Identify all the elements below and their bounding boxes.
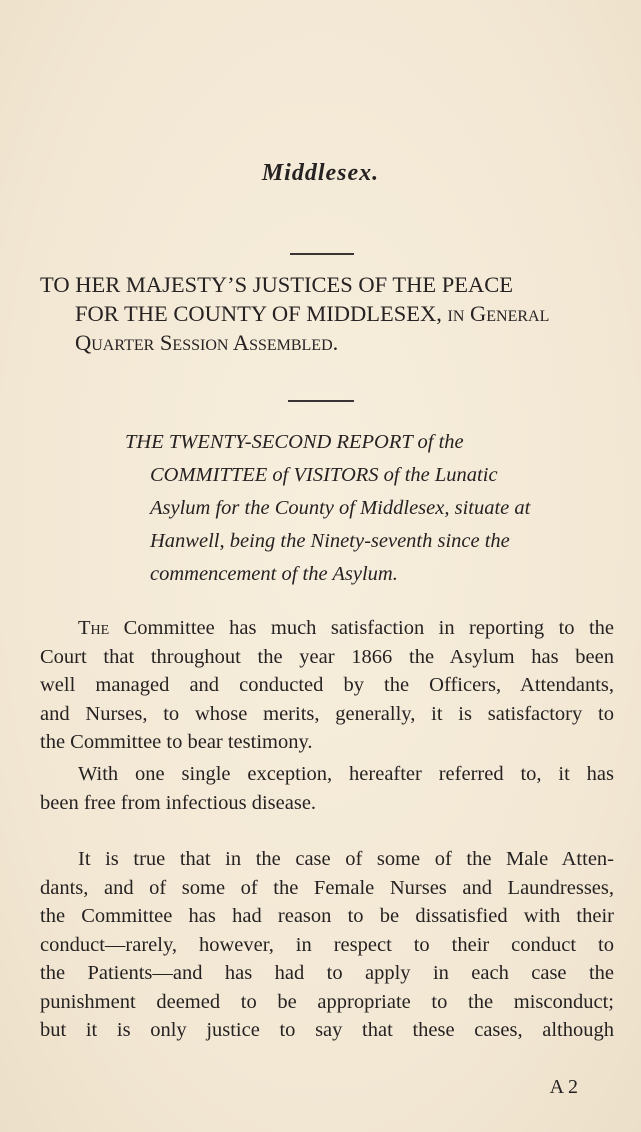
paragraph-line: punishment deemed to be appropriate to the misconduct; [40, 990, 614, 1013]
paragraph [40, 760, 614, 817]
paragraph-line: the Patients—and has had to apply in each case the [40, 962, 614, 984]
address-line-2-main: FOR THE COUNTY OF MIDDLESEX, [75, 301, 448, 326]
paragraph-line: but it is only justice to say that these cases, although [40, 1019, 614, 1041]
paragraph-line [40, 614, 614, 643]
paragraph-line: and Nurses, to whose merits, generally, it is satisfactory to [40, 702, 614, 725]
report-title [115, 426, 615, 591]
paragraph-lead: The [78, 617, 110, 639]
report-title-line: Hanwell, being the Ninety-seventh since the [150, 530, 510, 552]
signature-mark: A 2 [549, 1076, 578, 1098]
paragraph-line: With one single exception, hereafter referred to, it has [78, 763, 614, 785]
divider-rule [290, 253, 354, 255]
paragraph [40, 614, 614, 757]
paragraph-line: dants, and of some of the Female Nurses and Laundresses, [40, 876, 614, 899]
address-block [40, 270, 620, 357]
paragraph-line: the Committee has had reason to be dissatisfied with their [40, 905, 614, 927]
address-line-2-smallcaps: in General [447, 301, 550, 326]
report-title-line: COMMITTEE of VISITORS of the Lunatic [150, 464, 498, 486]
paragraph [40, 845, 614, 1045]
paragraph-line: It is true that in the case of some of the Male Atten- [78, 848, 614, 870]
paragraph-line: been free from infectious disease. [40, 791, 317, 814]
report-title-line: Asylum for the County of Middlesex, situate at [150, 497, 531, 519]
report-title-line: commencement of the Asylum. [150, 563, 398, 585]
paragraph-line-text: Committee has much satisfaction in reporting to the [109, 617, 614, 639]
paragraph-line: well managed and conducted by the Officers, Attendants, [40, 674, 614, 696]
page-heading: Middlesex. [261, 160, 380, 186]
paragraph-line: Court that throughout the year 1866 the Asylum has been [40, 645, 614, 668]
address-line-2 [40, 299, 620, 328]
report-title-line: THE TWENTY-SECOND REPORT of the [125, 431, 464, 453]
address-line-3: Quarter Session Assembled. [75, 330, 339, 355]
paragraph-line: the Committee to bear testimony. [40, 731, 313, 753]
paragraph-line: conduct—rarely, however, in respect to their conduct to [40, 933, 614, 956]
address-line-1: TO HER MAJESTY’S JUSTICES OF THE PEACE [40, 272, 513, 297]
divider-rule [288, 400, 354, 402]
